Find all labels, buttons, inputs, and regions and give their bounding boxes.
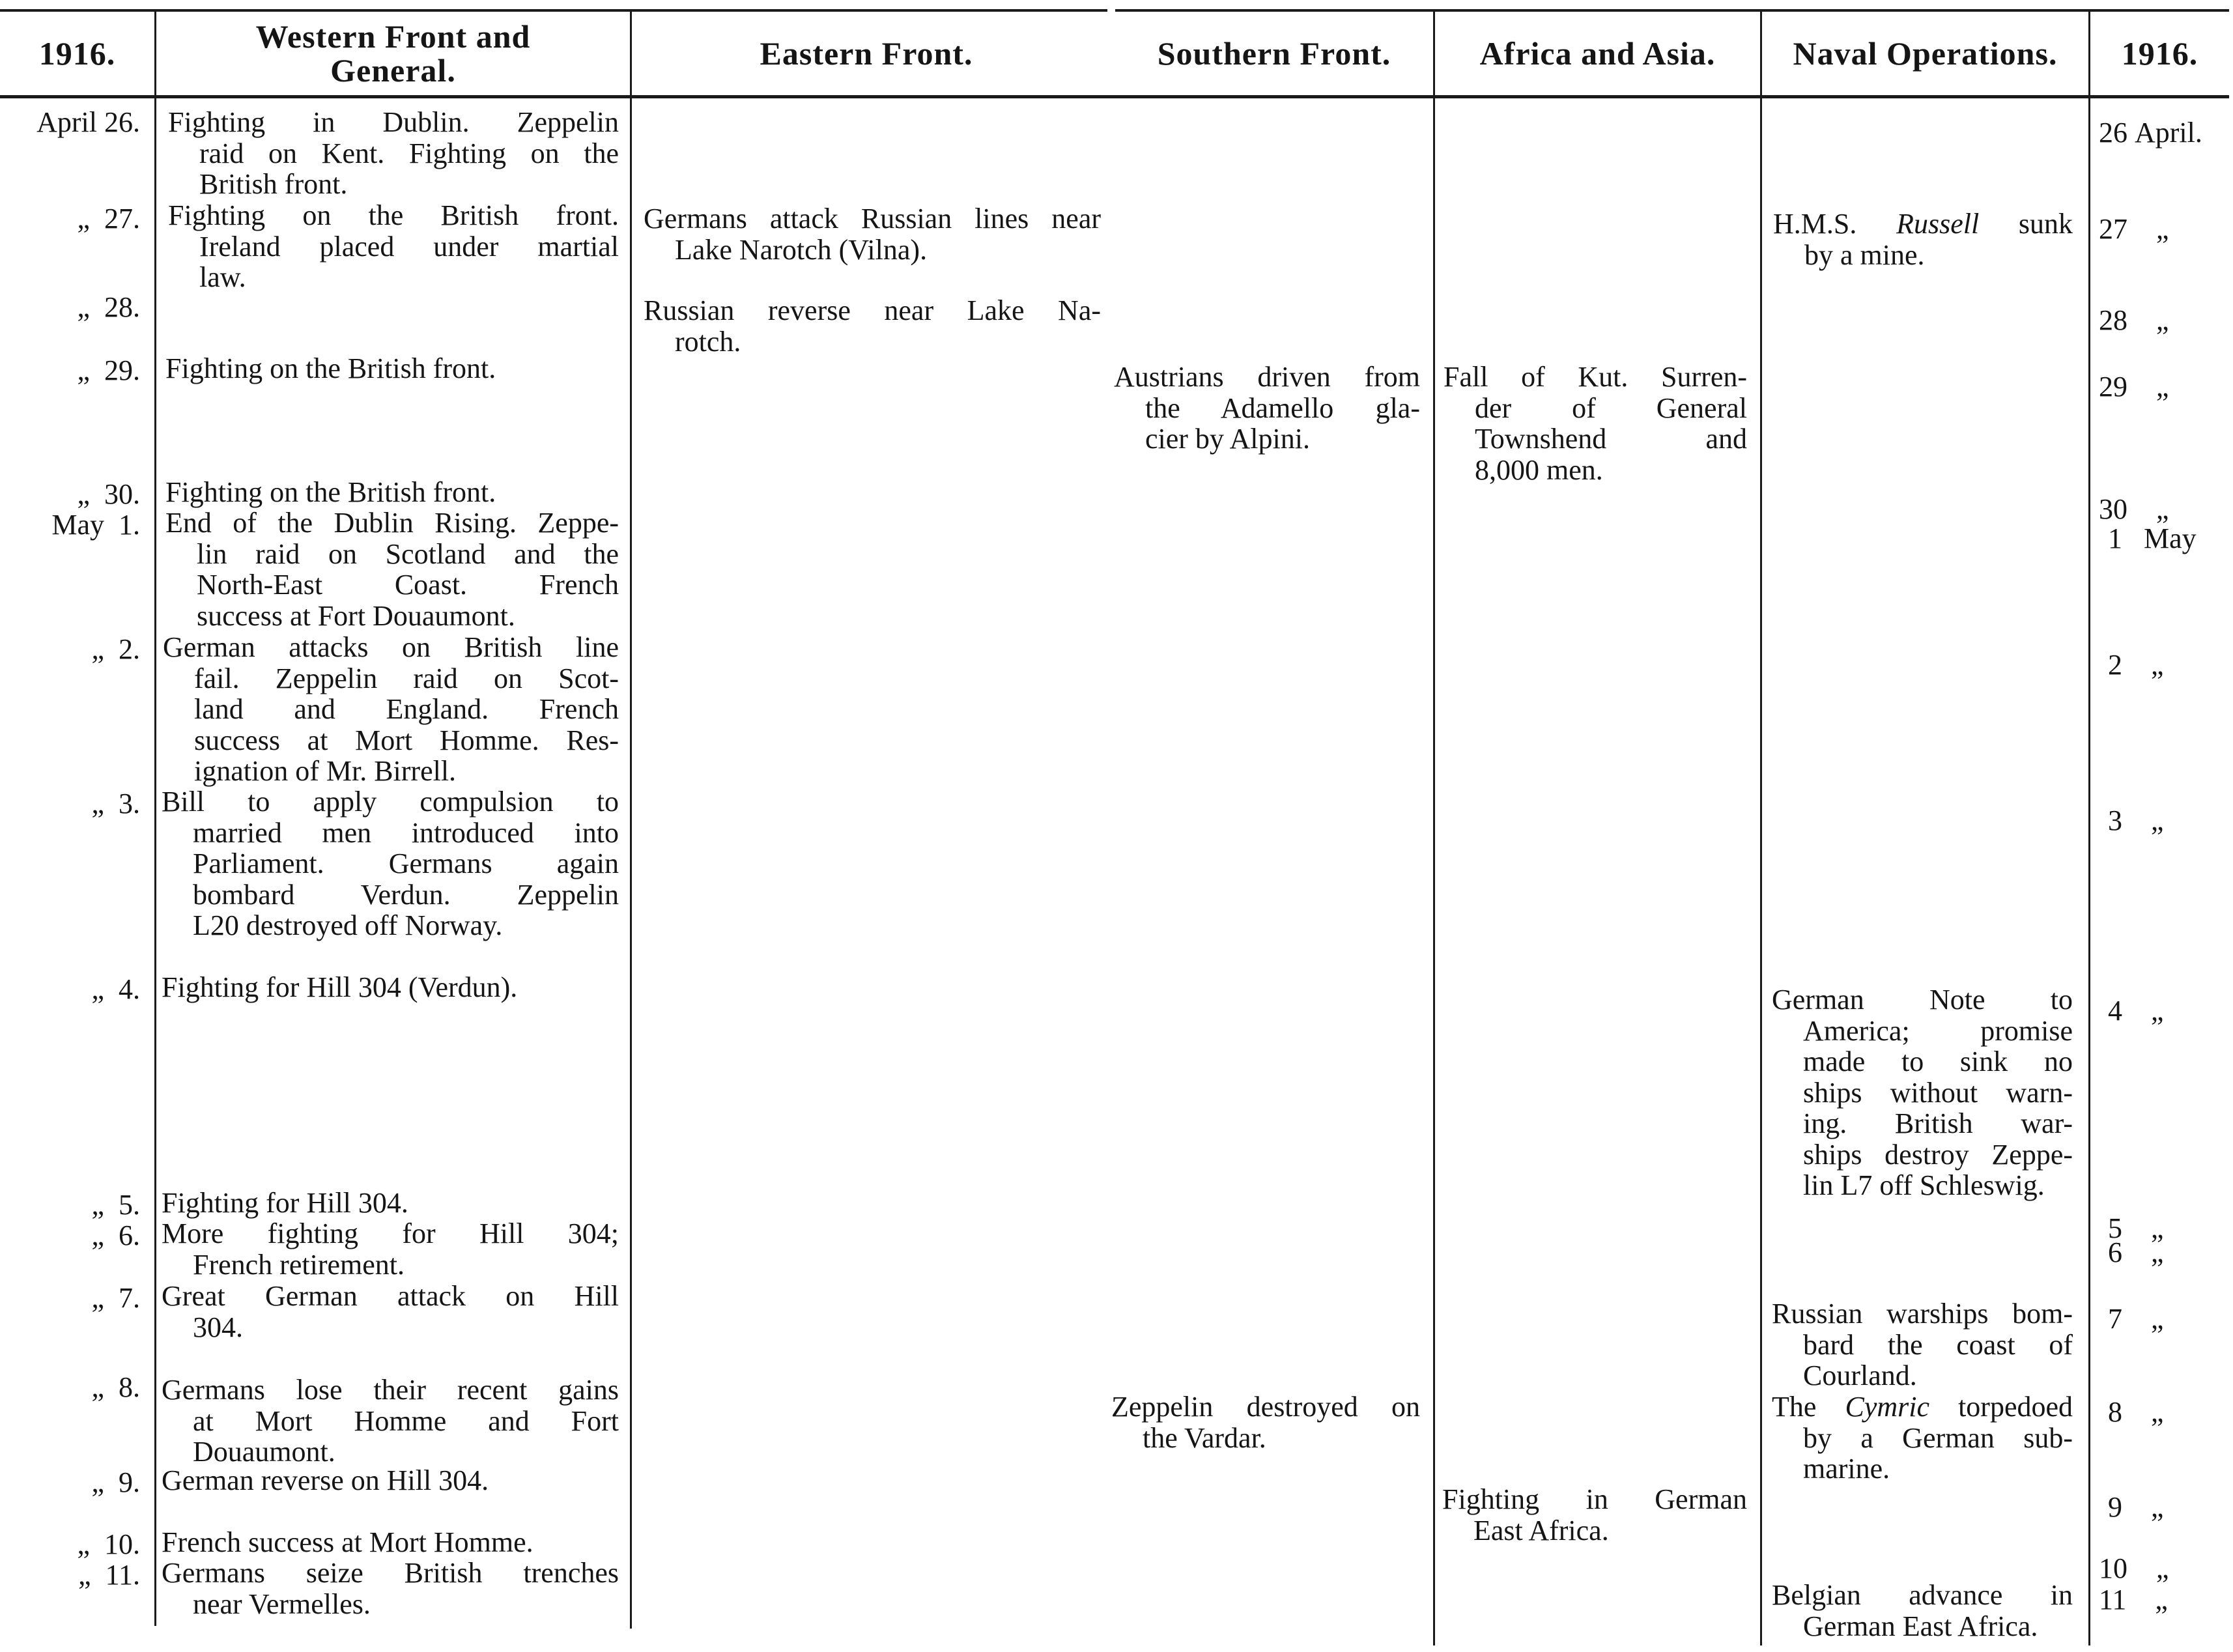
ship-name-russell: Russell — [1896, 208, 1980, 240]
left-date-row: „ 7. — [91, 1282, 140, 1314]
africa-entry: Fall of Kut. Surren- der of General Townshend and 8,000 men. — [1444, 361, 1747, 486]
western-entry: More fighting for Hill 304; French retirement. — [162, 1218, 619, 1281]
right-date-row: 29 „ — [2099, 371, 2169, 403]
right-date-row: 4 „ — [2108, 995, 2164, 1027]
western-entry: Germans lose their recent gains at Mort Homme and Fort Douaumont. — [162, 1374, 619, 1468]
right-date-row: 7 „ — [2108, 1303, 2164, 1335]
western-entry: German attacks on British line fail. Zeppelin raid on Scot- land and England. French success at Mort Homme. Res- ignation of Mr. Birrell. — [163, 631, 619, 787]
left-date-row: „ 28. — [77, 291, 140, 323]
southern-entry: Zeppelin destroyed on the Vardar. — [1111, 1391, 1420, 1454]
right-date-row: 1 May — [2108, 522, 2197, 554]
column-rule-2 — [630, 12, 632, 1629]
left-date-row: „ 10. — [77, 1528, 140, 1560]
western-entry: Fighting for Hill 304 (Verdun). — [162, 971, 518, 1003]
western-entry: Great German attack on Hill 304. — [162, 1280, 619, 1343]
right-date-row: 28 „ — [2099, 304, 2169, 336]
left-date-row: „ 8. — [91, 1371, 140, 1403]
left-date-row: „ 6. — [91, 1219, 140, 1251]
western-entry: Fighting on the British front. — [165, 476, 496, 508]
right-date-row: 27 „ — [2099, 213, 2169, 245]
western-entry: German reverse on Hill 304. — [162, 1464, 489, 1496]
naval-entry-courland: Russian warships bom- bard the coast of Courland. — [1772, 1298, 2073, 1391]
left-date-row: „ 27. — [77, 203, 140, 235]
left-date-row: „ 3. — [91, 788, 140, 819]
left-date-row: April 26. — [36, 106, 140, 138]
left-date-row: „ 2. — [91, 633, 140, 665]
right-date-row: 2 „ — [2108, 649, 2164, 681]
southern-entry: Austrians driven from the Adamello gla- cier by Alpini. — [1114, 361, 1420, 455]
column-rule-4 — [1760, 12, 1762, 1645]
western-entry: End of the Dublin Rising. Zeppe- lin raid on Scotland and the North-East Coast. French success at Fort Douaumont. — [165, 507, 619, 632]
left-date-row: „ 5. — [91, 1189, 140, 1221]
header-western-front — [156, 12, 630, 95]
header-bottom-rule — [0, 95, 2229, 98]
right-date-row: 8 „ — [2108, 1396, 2164, 1428]
western-entry: Fighting on the British front. — [165, 352, 496, 384]
left-date-row: „ 4. — [91, 973, 140, 1005]
naval-entry-russell: H.M.S. Russell sunk by a mine. — [1773, 208, 2073, 271]
right-date-row: 5 „ — [2108, 1212, 2164, 1244]
africa-entry: Fighting in German East Africa. — [1442, 1483, 1747, 1546]
header-eastern-front: Eastern Front. — [760, 35, 973, 72]
right-date-row: 30 „ — [2099, 493, 2169, 525]
column-rule-5 — [2088, 12, 2090, 1645]
naval-entry-german-note: German Note to America; promise made to sink no ships without warn- ing. British war- ships destroy Zeppe- lin L7 off Schleswig. — [1772, 984, 2073, 1201]
western-entry: Fighting in Dublin. Zeppelin raid on Kent. Fighting on the British front. — [168, 106, 619, 200]
header-naval-operations: Naval Operations. — [1793, 35, 2058, 72]
right-date-row: 3 „ — [2108, 805, 2164, 836]
right-date-row: 9 „ — [2108, 1491, 2164, 1523]
header-year-left: 1916. — [38, 35, 116, 72]
right-date-row: 26 April. — [2099, 117, 2202, 149]
header-africa-asia: Africa and Asia. — [1479, 35, 1716, 72]
header-western-line2: General. — [330, 52, 456, 89]
column-rule-3 — [1433, 12, 1435, 1645]
western-entry: Fighting on the British front. Ireland placed under martial law. — [168, 199, 619, 293]
right-date-row: 11 „ — [2099, 1584, 2168, 1616]
ship-name-cymric: Cymric — [1845, 1391, 1929, 1423]
eastern-entry: Russian reverse near Lake Na- rotch. — [644, 294, 1101, 358]
left-date-row: „ 11. — [78, 1559, 140, 1591]
header-western-line1: Western Front and — [255, 18, 531, 55]
left-date-row: „ 30. — [77, 478, 140, 510]
western-entry: Germans seize British trenches near Vermelles. — [162, 1557, 619, 1620]
eastern-entry: Germans attack Russian lines near Lake Narotch (Vilna). — [644, 203, 1101, 266]
western-entry: Fighting for Hill 304. — [162, 1187, 408, 1219]
column-rule-1 — [154, 12, 156, 1626]
naval-entry-belgian: Belgian advance in German East Africa. — [1772, 1579, 2073, 1642]
header-southern-front: Southern Front. — [1157, 35, 1391, 72]
naval-entry-cymric: The Cymric torpedoed by a German sub- marine. — [1772, 1391, 2073, 1485]
right-date-row: 10 „ — [2099, 1552, 2169, 1584]
left-date-row: „ 9. — [91, 1466, 140, 1498]
western-entry: Bill to apply compulsion to married men introduced into Parliament. Germans again bombard Verdun. Zeppelin L20 destroyed off Norway. — [162, 786, 619, 941]
western-entry: French success at Mort Homme. — [162, 1526, 533, 1558]
right-date-row: 6 „ — [2108, 1236, 2164, 1268]
left-date-row: May 1. — [51, 509, 140, 541]
header-year-right: 1916. — [2121, 35, 2198, 72]
left-date-row: „ 29. — [77, 354, 140, 386]
